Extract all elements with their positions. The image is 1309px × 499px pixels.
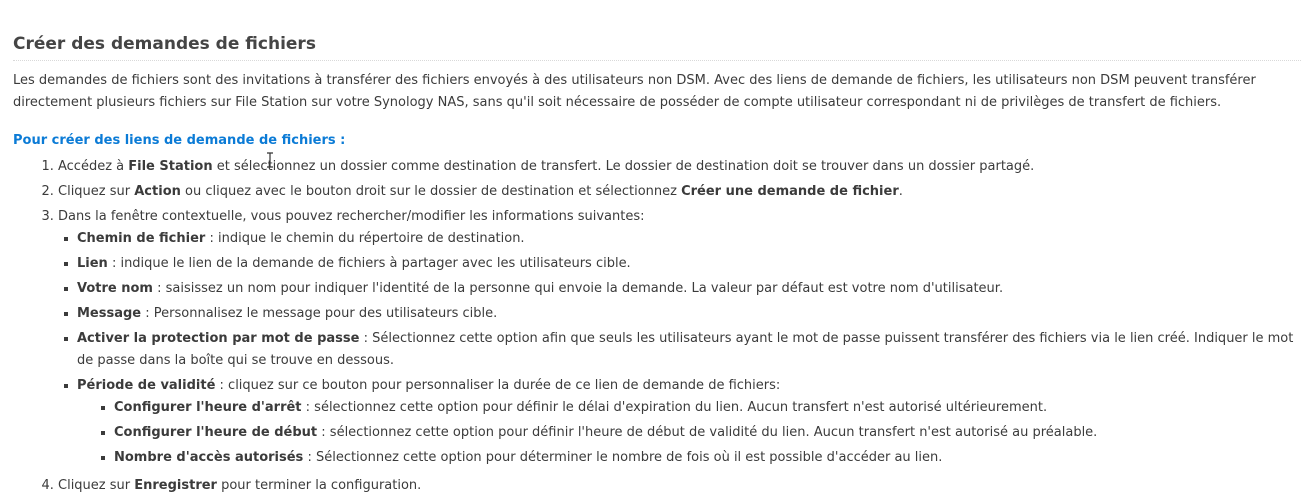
bullet-square-icon <box>64 337 68 341</box>
step-1-pre: Accédez à <box>58 159 129 174</box>
validity-label: Nombre d'accès autorisés <box>114 450 304 465</box>
field-item <box>77 278 1301 300</box>
step-1 <box>58 156 1301 178</box>
validity-options-list <box>77 397 1301 469</box>
validity-item <box>114 447 1301 469</box>
validity-item <box>114 397 1301 419</box>
field-item <box>77 375 1301 469</box>
field-desc: : saisissez un nom pour indiquer l'identité de la personne qui envoie la demande. La valeur par défaut est votre nom d'utilisateur. <box>152 281 1004 296</box>
validity-desc: : sélectionnez cette option pour définir le délai d'expiration du lien. Aucun transfert n'est autorisé ultérieurement. <box>301 400 1048 415</box>
field-desc: : indique le chemin du répertoire de destination. <box>205 231 525 246</box>
field-label: Chemin de fichier <box>77 231 206 246</box>
validity-item <box>114 422 1301 444</box>
field-label: Message <box>77 306 142 321</box>
field-item <box>62 328 1301 372</box>
validity-label: Configurer l'heure de début <box>114 425 318 440</box>
bullet-square-icon <box>101 431 105 435</box>
step-2-post: . <box>898 184 903 199</box>
bullet-square-icon <box>64 262 68 266</box>
field-item <box>77 253 1301 275</box>
step-2-mid: ou cliquez avec le bouton droit sur le dossier de destination et sélectionnez <box>180 184 682 199</box>
field-label: Votre nom <box>77 281 153 296</box>
bullet-square-icon <box>64 312 68 316</box>
intro-paragraph: Les demandes de fichiers sont des invitations à transférer des fichiers envoyés à des utilisateurs non DSM. Avec des liens de demande de fichiers, les utilisateurs non DSM peuvent transférer directement plusieurs fichiers sur File Station sur votre Synology NAS, sans qu'il soit nécessaire de posséder de compte utilisateur correspondant ni de privilèges de transfert de fichiers. <box>13 73 1256 110</box>
field-label: Activer la protection par mot de passe <box>77 331 360 346</box>
step-2-pre: Cliquez sur <box>58 184 135 199</box>
text-cursor-icon <box>266 152 274 168</box>
step-3-text: Dans la fenêtre contextuelle, vous pouvez rechercher/modifier les informations suivantes: <box>58 209 645 224</box>
step-2-bold-action: Action <box>134 184 181 199</box>
bullet-square-icon <box>101 406 105 410</box>
field-label: Période de validité <box>77 378 216 393</box>
field-desc: : Personnalisez le message pour des utilisateurs cible. <box>141 306 498 321</box>
step-1-bold: File Station <box>128 159 213 174</box>
field-label: Lien <box>77 256 108 271</box>
field-desc: : indique le lien de la demande de fichiers à partager avec les utilisateurs cible. <box>107 256 631 271</box>
steps-list <box>13 156 1301 497</box>
bullet-square-icon <box>101 456 105 460</box>
step-4 <box>58 475 1301 497</box>
validity-desc: : sélectionnez cette option pour définir l'heure de début de validité du lien. Aucun transfert n'est autorisé au préalable. <box>317 425 1098 440</box>
step-4-post: pour terminer la configuration. <box>216 478 422 493</box>
step-4-pre: Cliquez sur <box>58 478 135 493</box>
step-1-post: et sélectionnez un dossier comme destination de transfert. Le dossier de destination doit se trouver dans un dossier partagé. <box>212 159 1035 174</box>
bullet-square-icon <box>64 287 68 291</box>
field-desc: : Sélectionnez cette option afin que seuls les utilisateurs ayant le mot de passe puissent transférer des fichiers via le lien créé. Indiquer le mot de passe dans la boîte qui se trouve en dessous. <box>77 331 1294 368</box>
bullet-square-icon <box>64 237 68 241</box>
field-item <box>77 228 1301 250</box>
validity-desc: : Sélectionnez cette option pour déterminer le nombre de fois où il est possible d'accéder au lien. <box>303 450 943 465</box>
bullet-square-icon <box>64 384 68 388</box>
title-divider <box>13 60 1301 61</box>
section-subheading: Pour créer des liens de demande de fichiers : <box>13 133 346 148</box>
field-item <box>77 303 1301 325</box>
field-desc: : cliquez sur ce bouton pour personnaliser la durée de ce lien de demande de fichiers: <box>215 378 781 393</box>
step-3 <box>58 206 1301 469</box>
step-4-bold: Enregistrer <box>134 478 217 493</box>
step-2-bold-create: Créer une demande de fichier <box>681 184 899 199</box>
validity-label: Configurer l'heure d'arrêt <box>114 400 302 415</box>
page-title: Créer des demandes de fichiers <box>13 34 316 54</box>
fields-list <box>13 228 1301 469</box>
step-2 <box>58 181 1301 203</box>
